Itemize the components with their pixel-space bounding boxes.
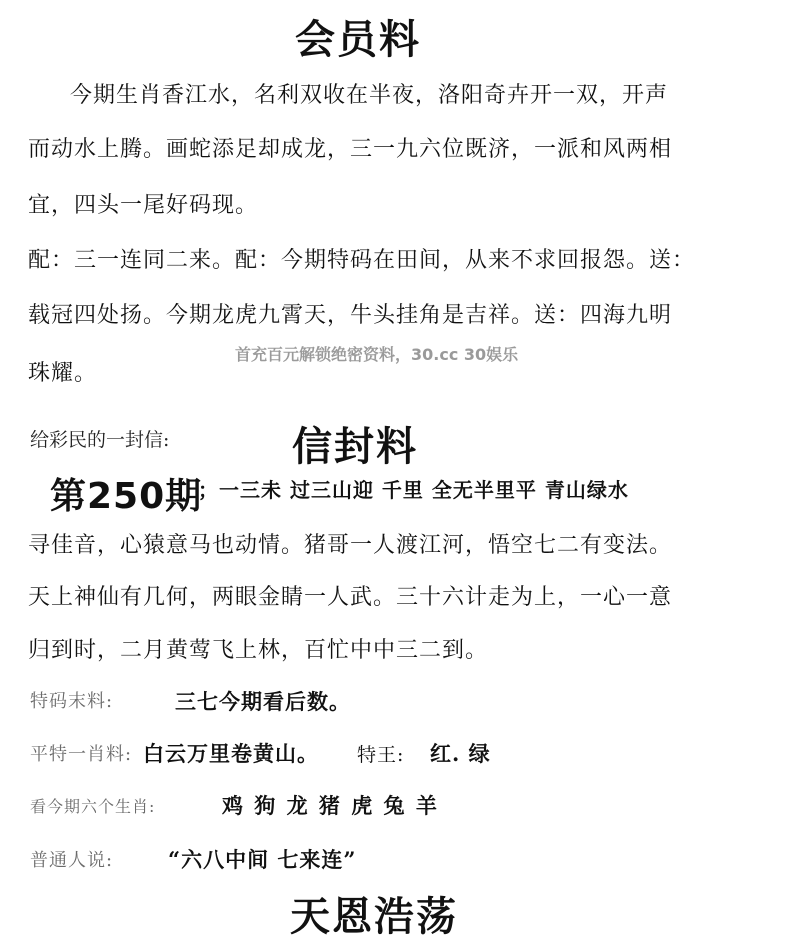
body-line: 寻佳音，心猿意马也动情。猪哥一人渡江河，悟空七二有变法。 — [28, 533, 673, 558]
row-label-flat-zodiac: 平特一肖料: — [30, 744, 133, 765]
row-label-six-zodiacs: 看今期六个生肖: — [30, 797, 156, 816]
issue-number: 第250期 — [50, 476, 203, 517]
body-line: 珠耀。 — [28, 361, 98, 386]
body-line: 归到时，二月黄莺飞上林，百忙中中三二到。 — [28, 638, 489, 663]
row-value-common-saying: “六八中间 七来连” — [168, 847, 357, 872]
letter-intro: 给彩民的一封信: — [30, 429, 170, 451]
body-line: 今期生肖香江水，名利双收在半夜，洛阳奇卉开一双，开声 — [70, 83, 669, 108]
body-line: 宜，四头一尾好码现。 — [28, 193, 259, 218]
section-title-heaven: 天恩浩荡 — [290, 893, 458, 940]
body-line: 而动水上腾。画蛇添足却成龙，三一九六位既济，一派和风两相 — [28, 137, 673, 162]
body-line: 配：三一连同二来。配：今期特码在田间，从来不求回报怨。送： — [28, 248, 696, 273]
row-value-six-zodiacs: 鸡 狗 龙 猪 虎 兔 羊 — [222, 793, 439, 818]
row-label-common-saying: 普通人说: — [30, 850, 114, 871]
row-value-tail-number: 三七今期看后数。 — [175, 689, 351, 714]
row-label-tail-number: 特码末料: — [30, 691, 114, 712]
issue-riddle: ；一三未 过三山迎 千里 全无半里平 青山绿水 — [198, 478, 629, 502]
promo-watermark: 首充百元解锁绝密资料，30.cc 30娱乐 — [235, 345, 519, 364]
body-line: 载冠四处扬。今期龙虎九霄天，牛头挂角是吉祥。送：四海九明 — [28, 303, 673, 328]
row-value-special-king: 红. 绿 — [430, 741, 491, 766]
row-label-special-king: 特王: — [357, 744, 405, 766]
body-line: 天上神仙有几何，两眼金睛一人武。三十六计走为上，一心一意 — [28, 585, 673, 610]
section-title-envelope: 信封料 — [292, 423, 418, 470]
section-title-member: 会员料 — [295, 16, 421, 63]
row-value-flat-zodiac: 白云万里卷黄山。 — [143, 741, 319, 766]
